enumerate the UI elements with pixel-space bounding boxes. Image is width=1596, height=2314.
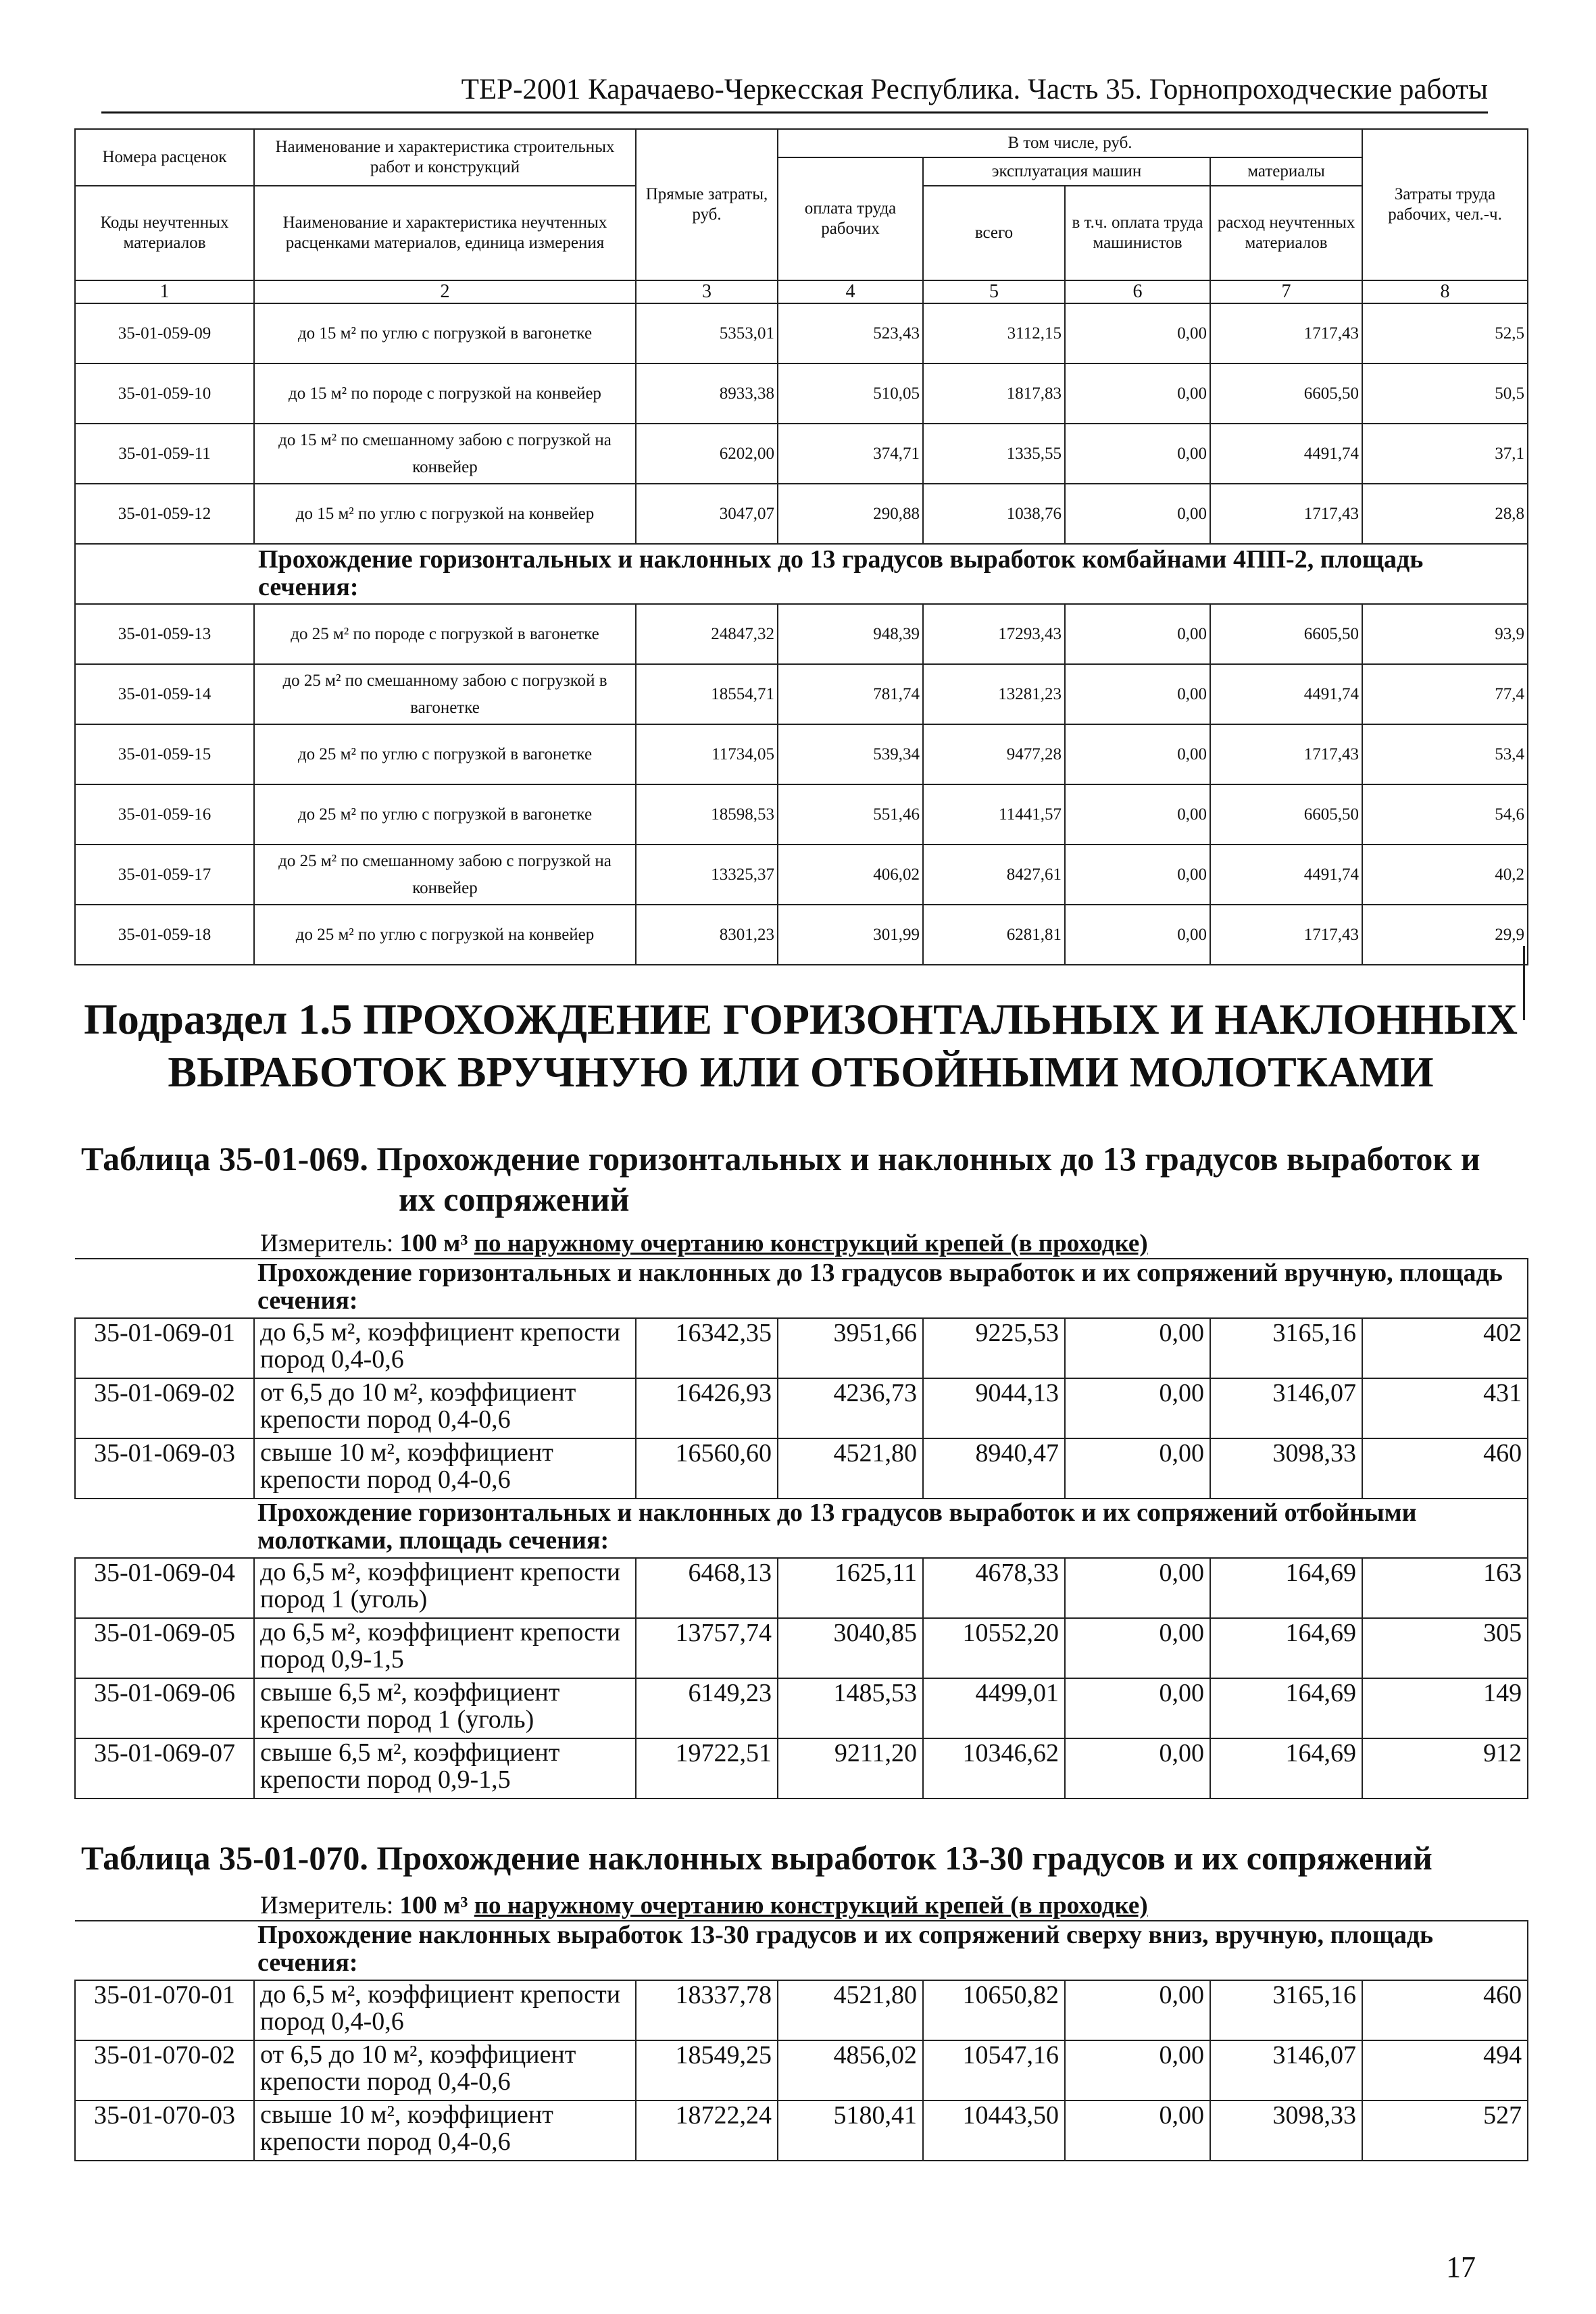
header-machines: эксплуатация машин [923, 157, 1210, 186]
row-labor: 52,5 [1362, 303, 1528, 363]
row-mat: 164,69 [1210, 1738, 1362, 1799]
row-mach-wage: 0,00 [1065, 1980, 1210, 2040]
row-mach: 4678,33 [923, 1558, 1065, 1618]
row-wage: 523,43 [778, 303, 923, 363]
table-row [75, 845, 1528, 905]
group-row [75, 544, 1528, 604]
row-name: до 25 м² по породе с погрузкой в вагонетке [254, 604, 636, 664]
row-wage: 374,71 [778, 424, 923, 484]
row-mach-wage: 0,00 [1065, 1318, 1210, 1378]
row-mat: 164,69 [1210, 1618, 1362, 1678]
table-row [75, 1438, 1528, 1499]
row-mach: 9044,13 [923, 1378, 1065, 1438]
row-mach: 3112,15 [923, 303, 1065, 363]
row-direct: 5353,01 [636, 303, 778, 363]
row-mach-wage: 0,00 [1065, 1438, 1210, 1499]
measure-label: Измеритель: [260, 1892, 394, 1919]
header-code-top: Номера расценок [75, 129, 254, 186]
row-wage: 301,99 [778, 905, 923, 965]
row-direct: 18337,78 [636, 1980, 778, 2040]
group-heading: Прохождение горизонтальных и наклонных до 13 градусов выработок комбайнами 4ПП-2, площадь сечения: [75, 544, 1528, 604]
row-mach: 17293,43 [923, 604, 1065, 664]
row-code: 35-01-069-03 [75, 1438, 254, 1499]
row-mach-wage: 0,00 [1065, 2040, 1210, 2101]
row-code: 35-01-059-17 [75, 845, 254, 905]
row-labor: 54,6 [1362, 784, 1528, 845]
table-069-title-line-1: Таблица 35-01-069. Прохождение горизонтальных и наклонных до 13 градусов выработок и [81, 1140, 1480, 1178]
subsection-line-2: ВЫРАБОТОК ВРУЧНУЮ ИЛИ ОТБОЙНЫМИ МОЛОТКАМИ [168, 1048, 1434, 1096]
row-mat: 4491,74 [1210, 845, 1362, 905]
row-code: 35-01-069-05 [75, 1618, 254, 1678]
row-direct: 18554,71 [636, 664, 778, 724]
row-mat: 4491,74 [1210, 424, 1362, 484]
row-name: до 25 м² по смешанному забою с погрузкой на конвейер [254, 845, 636, 905]
row-mat: 3098,33 [1210, 1438, 1362, 1499]
row-direct: 6468,13 [636, 1558, 778, 1618]
page-number: 17 [1446, 2250, 1476, 2284]
row-labor: 912 [1362, 1738, 1528, 1799]
header-mach-wage: в т.ч. оплата труда машинистов [1065, 186, 1210, 280]
subsection-heading [74, 993, 1527, 1099]
table-069-measure [260, 1228, 1148, 1259]
group-row [75, 1259, 1528, 1318]
row-wage: 1625,11 [778, 1558, 923, 1618]
row-code: 35-01-059-18 [75, 905, 254, 965]
group-heading: Прохождение горизонтальных и наклонных до 13 градусов выработок и их сопряжений вручную, площадь сечения: [75, 1259, 1528, 1318]
table-row [75, 2040, 1528, 2101]
table-070-title [81, 1838, 1527, 1878]
row-mach-wage: 0,00 [1065, 1678, 1210, 1738]
row-code: 35-01-059-15 [75, 724, 254, 784]
row-code: 35-01-069-01 [75, 1318, 254, 1378]
row-mach: 9225,53 [923, 1318, 1065, 1378]
row-name: до 15 м² по углю с погрузкой на конвейер [254, 484, 636, 544]
row-name: до 6,5 м², коэффициент крепости пород 0,4-0,6 [254, 1318, 636, 1378]
row-direct: 8301,23 [636, 905, 778, 965]
row-mat: 6605,50 [1210, 604, 1362, 664]
row-name: свыше 10 м², коэффициент крепости пород 0,4-0,6 [254, 2101, 636, 2161]
row-wage: 551,46 [778, 784, 923, 845]
row-direct: 13325,37 [636, 845, 778, 905]
row-code: 35-01-059-14 [75, 664, 254, 724]
row-wage: 9211,20 [778, 1738, 923, 1799]
row-mach: 10443,50 [923, 2101, 1065, 2161]
row-code: 35-01-070-03 [75, 2101, 254, 2161]
measure-text: по наружному очертанию конструкций крепей (в проходке) [474, 1892, 1148, 1919]
table-069-title [81, 1138, 1527, 1219]
row-mach-wage: 0,00 [1065, 2101, 1210, 2161]
row-labor: 402 [1362, 1318, 1528, 1378]
row-wage: 4236,73 [778, 1378, 923, 1438]
table-070-measure [260, 1890, 1148, 1921]
page-header-title: ТЕР-2001 Карачаево-Черкесская Республика. Часть 35. Горнопроходческие работы [461, 74, 1488, 105]
row-wage: 539,34 [778, 724, 923, 784]
row-wage: 290,88 [778, 484, 923, 544]
header-wage: оплата труда рабочих [778, 157, 923, 280]
row-wage: 3951,66 [778, 1318, 923, 1378]
row-wage: 4856,02 [778, 2040, 923, 2101]
row-code: 35-01-059-09 [75, 303, 254, 363]
row-name: от 6,5 до 10 м², коэффициент крепости пород 0,4-0,6 [254, 2040, 636, 2101]
row-labor: 28,8 [1362, 484, 1528, 544]
measure-value: 100 м³ [399, 1230, 468, 1257]
table-070-title-line-1: Таблица 35-01-070. Прохождение наклонных выработок 13-30 градусов и их сопряжений [81, 1839, 1432, 1877]
table-row [75, 1378, 1528, 1438]
row-name: до 25 м² по углю с погрузкой в вагонетке [254, 724, 636, 784]
row-labor: 527 [1362, 2101, 1528, 2161]
row-labor: 431 [1362, 1378, 1528, 1438]
row-mat: 1717,43 [1210, 303, 1362, 363]
row-code: 35-01-070-01 [75, 1980, 254, 2040]
row-direct: 18598,53 [636, 784, 778, 845]
row-mach-wage: 0,00 [1065, 724, 1210, 784]
header-code-bottom: Коды неучтенных материалов [75, 186, 254, 280]
row-wage: 1485,53 [778, 1678, 923, 1738]
row-code: 35-01-059-13 [75, 604, 254, 664]
row-labor: 494 [1362, 2040, 1528, 2101]
colnum-3: 3 [636, 280, 778, 303]
group-row [75, 1921, 1528, 1980]
row-labor: 53,4 [1362, 724, 1528, 784]
row-labor: 40,2 [1362, 845, 1528, 905]
header-mat-extra: расход неучтенных материалов [1210, 186, 1362, 280]
row-labor: 460 [1362, 1980, 1528, 2040]
row-direct: 16560,60 [636, 1438, 778, 1499]
row-labor: 460 [1362, 1438, 1528, 1499]
row-name: до 25 м² по углю с погрузкой в вагонетке [254, 784, 636, 845]
row-name: до 25 м² по углю с погрузкой на конвейер [254, 905, 636, 965]
row-code: 35-01-069-04 [75, 1558, 254, 1618]
row-direct: 11734,05 [636, 724, 778, 784]
row-mach: 6281,81 [923, 905, 1065, 965]
table-row [75, 724, 1528, 784]
row-mach-wage: 0,00 [1065, 424, 1210, 484]
table-row [75, 664, 1528, 724]
row-direct: 16426,93 [636, 1378, 778, 1438]
row-mach-wage: 0,00 [1065, 484, 1210, 544]
measure-value: 100 м³ [399, 1892, 468, 1919]
table-row [75, 484, 1528, 544]
row-wage: 5180,41 [778, 2101, 923, 2161]
row-code: 35-01-069-06 [75, 1678, 254, 1738]
subsection-line-1: Подраздел 1.5 ПРОХОЖДЕНИЕ ГОРИЗОНТАЛЬНЫХ И НАКЛОННЫХ [84, 995, 1518, 1043]
header-name-bottom: Наименование и характеристика неучтенных расценками материалов, единица измерения [254, 186, 636, 280]
table-row [75, 1980, 1528, 2040]
header-name-top: Наименование и характеристика строительных работ и конструкций [254, 129, 636, 186]
row-mach-wage: 0,00 [1065, 1558, 1210, 1618]
row-mach: 1817,83 [923, 363, 1065, 424]
row-mach-wage: 0,00 [1065, 303, 1210, 363]
row-mat: 6605,50 [1210, 363, 1362, 424]
table-row [75, 1738, 1528, 1799]
row-mach: 11441,57 [923, 784, 1065, 845]
row-code: 35-01-069-02 [75, 1378, 254, 1438]
row-labor: 50,5 [1362, 363, 1528, 424]
row-direct: 16342,35 [636, 1318, 778, 1378]
row-mach: 9477,28 [923, 724, 1065, 784]
row-direct: 19722,51 [636, 1738, 778, 1799]
row-wage: 510,05 [778, 363, 923, 424]
row-mach-wage: 0,00 [1065, 1738, 1210, 1799]
row-mach-wage: 0,00 [1065, 845, 1210, 905]
table-069-title-line-2: их сопряжений [399, 1180, 630, 1218]
table-row [75, 604, 1528, 664]
row-mat: 164,69 [1210, 1558, 1362, 1618]
row-mach-wage: 0,00 [1065, 1378, 1210, 1438]
row-mach: 4499,01 [923, 1678, 1065, 1738]
group-heading: Прохождение наклонных выработок 13-30 градусов и их сопряжений сверху вниз, вручную, площадь сечения: [75, 1921, 1528, 1980]
row-mach: 1335,55 [923, 424, 1065, 484]
row-direct: 24847,32 [636, 604, 778, 664]
row-wage: 781,74 [778, 664, 923, 724]
row-labor: 149 [1362, 1678, 1528, 1738]
table-row [75, 1678, 1528, 1738]
row-name: от 6,5 до 10 м², коэффициент крепости пород 0,4-0,6 [254, 1378, 636, 1438]
table-row [75, 905, 1528, 965]
colnum-4: 4 [778, 280, 923, 303]
row-mat: 3146,07 [1210, 1378, 1362, 1438]
row-direct: 3047,07 [636, 484, 778, 544]
row-direct: 6149,23 [636, 1678, 778, 1738]
measure-label: Измеритель: [260, 1230, 394, 1257]
row-labor: 37,1 [1362, 424, 1528, 484]
group-heading: Прохождение горизонтальных и наклонных до 13 градусов выработок и их сопряжений отбойными молотками, площадь сечения: [75, 1499, 1528, 1558]
row-name: свыше 6,5 м², коэффициент крепости пород 1 (уголь) [254, 1678, 636, 1738]
colnum-1: 1 [75, 280, 254, 303]
row-name: до 6,5 м², коэффициент крепости пород 0,9-1,5 [254, 1618, 636, 1678]
header-group: В том числе, руб. [778, 129, 1362, 157]
row-mach: 8427,61 [923, 845, 1065, 905]
table-row [75, 1558, 1528, 1618]
row-mat: 1717,43 [1210, 905, 1362, 965]
column-numbers-row [75, 280, 1528, 303]
row-labor: 163 [1362, 1558, 1528, 1618]
table-row [75, 1618, 1528, 1678]
table-row [75, 784, 1528, 845]
header-materials: материалы [1210, 157, 1362, 186]
page-header [101, 71, 1488, 114]
header-labor: Затраты труда рабочих, чел.-ч. [1362, 129, 1528, 280]
table-row [75, 2101, 1528, 2161]
row-mach: 10547,16 [923, 2040, 1065, 2101]
row-mach-wage: 0,00 [1065, 604, 1210, 664]
table-row [75, 1318, 1528, 1378]
row-mach-wage: 0,00 [1065, 1618, 1210, 1678]
table-069 [74, 1258, 1528, 1799]
row-mat: 1717,43 [1210, 724, 1362, 784]
table-row [75, 363, 1528, 424]
measure-text: по наружному очертанию конструкций крепей (в проходке) [474, 1230, 1148, 1257]
colnum-2: 2 [254, 280, 636, 303]
row-name: до 15 м² по смешанному забою с погрузкой на конвейер [254, 424, 636, 484]
row-code: 35-01-059-12 [75, 484, 254, 544]
row-name: до 6,5 м², коэффициент крепости пород 0,4-0,6 [254, 1980, 636, 2040]
row-mach-wage: 0,00 [1065, 664, 1210, 724]
row-mach: 10552,20 [923, 1618, 1065, 1678]
table-059 [74, 128, 1528, 965]
row-name: свыше 10 м², коэффициент крепости пород 0,4-0,6 [254, 1438, 636, 1499]
colnum-7: 7 [1210, 280, 1362, 303]
row-name: до 15 м² по углю с погрузкой в вагонетке [254, 303, 636, 363]
header-mach-total: всего [923, 186, 1065, 280]
table-row [75, 303, 1528, 363]
row-mach: 13281,23 [923, 664, 1065, 724]
row-labor: 29,9 [1362, 905, 1528, 965]
row-mat: 3165,16 [1210, 1318, 1362, 1378]
row-mat: 3146,07 [1210, 2040, 1362, 2101]
row-code: 35-01-059-11 [75, 424, 254, 484]
row-wage: 3040,85 [778, 1618, 923, 1678]
row-direct: 6202,00 [636, 424, 778, 484]
row-name: свыше 6,5 м², коэффициент крепости пород 0,9-1,5 [254, 1738, 636, 1799]
header-direct: Прямые затраты, руб. [636, 129, 778, 280]
row-mach-wage: 0,00 [1065, 905, 1210, 965]
row-direct: 18722,24 [636, 2101, 778, 2161]
row-mat: 164,69 [1210, 1678, 1362, 1738]
row-labor: 93,9 [1362, 604, 1528, 664]
row-mach: 10346,62 [923, 1738, 1065, 1799]
row-mach: 1038,76 [923, 484, 1065, 544]
colnum-8: 8 [1362, 280, 1528, 303]
colnum-5: 5 [923, 280, 1065, 303]
row-code: 35-01-059-10 [75, 363, 254, 424]
row-direct: 8933,38 [636, 363, 778, 424]
row-labor: 305 [1362, 1618, 1528, 1678]
row-mach: 10650,82 [923, 1980, 1065, 2040]
row-code: 35-01-069-07 [75, 1738, 254, 1799]
row-name: до 15 м² по породе с погрузкой на конвейер [254, 363, 636, 424]
row-wage: 948,39 [778, 604, 923, 664]
row-wage: 4521,80 [778, 1980, 923, 2040]
row-mat: 3098,33 [1210, 2101, 1362, 2161]
row-mach-wage: 0,00 [1065, 363, 1210, 424]
row-mat: 1717,43 [1210, 484, 1362, 544]
row-code: 35-01-059-16 [75, 784, 254, 845]
row-code: 35-01-070-02 [75, 2040, 254, 2101]
row-mat: 6605,50 [1210, 784, 1362, 845]
row-name: до 6,5 м², коэффициент крепости пород 1 (уголь) [254, 1558, 636, 1618]
row-direct: 18549,25 [636, 2040, 778, 2101]
row-wage: 406,02 [778, 845, 923, 905]
colnum-6: 6 [1065, 280, 1210, 303]
row-mach-wage: 0,00 [1065, 784, 1210, 845]
group-row [75, 1499, 1528, 1558]
table-070 [74, 1920, 1528, 2161]
row-labor: 77,4 [1362, 664, 1528, 724]
row-name: до 25 м² по смешанному забою с погрузкой в вагонетке [254, 664, 636, 724]
row-direct: 13757,74 [636, 1618, 778, 1678]
row-mach: 8940,47 [923, 1438, 1065, 1499]
row-wage: 4521,80 [778, 1438, 923, 1499]
row-mat: 4491,74 [1210, 664, 1362, 724]
table-row [75, 424, 1528, 484]
row-mat: 3165,16 [1210, 1980, 1362, 2040]
